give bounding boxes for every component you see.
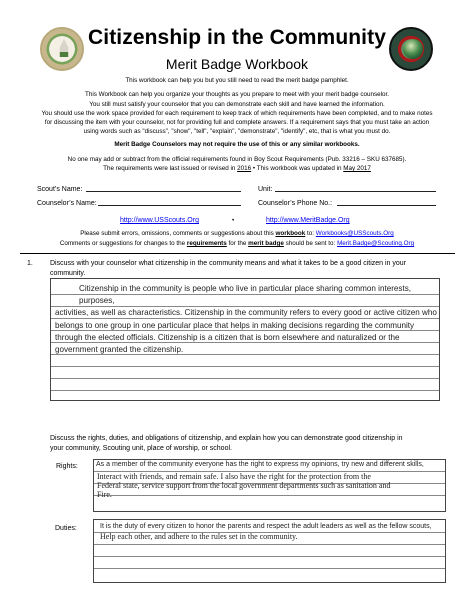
intro-line-3: You still must satisfy your counselor that you can demonstrate each skill and have learned the information. (89, 101, 385, 108)
bullet: • (252, 165, 256, 172)
usscouts-link[interactable]: http://www.USScouts.Org (120, 217, 199, 224)
answer-line-2: activities, as well as characteristics. Citizenship in the community refers to every good or active citizen who (55, 308, 437, 318)
counselor-phone-label: Counselor’s Phone No.: (258, 200, 333, 207)
intro-line-2: This Workbook can help you organize your thoughts as you prepare to meet with your merit badge counselor. (84, 91, 390, 98)
intro-line-1: This workbook can help you but you still need to read the merit badge pamphlet. (125, 77, 349, 84)
revised-prefix: The requirements were last issued or revised in (103, 165, 236, 172)
comments-mid: for the (228, 240, 247, 247)
errors-line (0, 230, 474, 238)
header-divider (20, 253, 455, 254)
question-1-prompt-line-2: community. (50, 270, 86, 277)
counselor-phone-field[interactable] (337, 199, 436, 206)
question-2-prompt-line-2: your community, Scouting unit, place of worship, or school. (50, 445, 232, 452)
scout-name-label: Scout’s Name: (37, 186, 83, 193)
answer-line (94, 568, 445, 569)
page-subtitle: Merit Badge Workbook (165, 56, 309, 72)
question-2-prompt-line-1: Discuss the rights, duties, and obligations of citizenship, and explain how you can demonstrate good citizenship in (50, 435, 403, 442)
rights-answer-line-1: As a member of the community everyone has the right to express my opinions, try new and different skills, (96, 461, 424, 468)
comments-merit-badge: merit badge (248, 240, 284, 247)
question-1-prompt-line-1: Discuss with your counselor what citizenship in the community means and what it takes to be a good citizen in your (50, 260, 407, 267)
duties-label: Duties: (55, 525, 77, 532)
errors-word: workbook (275, 230, 306, 237)
answer-line (51, 366, 439, 367)
answer-line-1: Citizenship in the community is people who live in particular place sharing common interests, purposes, (79, 284, 411, 306)
page-title: Citizenship in the Community (88, 26, 386, 49)
comments-prefix: Comments or suggestions for changes to the (59, 240, 186, 247)
duties-answer-box[interactable] (93, 519, 446, 583)
counselor-name-label: Counselor’s Name: (37, 200, 97, 207)
comments-suffix: should be sent to: (285, 240, 336, 247)
revision-line (0, 165, 474, 173)
rights-line-2: Interact with friends, and remain safe. I also have the right for the protection from the (97, 472, 371, 481)
answer-line (94, 544, 445, 545)
revised-year: 2016 (237, 165, 252, 172)
rights-label: Rights: (56, 463, 78, 470)
rights-answer-box[interactable] (93, 459, 446, 512)
meritbadge-link[interactable]: http://www.MeritBadge.Org (266, 217, 350, 224)
answer-line (51, 378, 439, 379)
comments-line (0, 240, 474, 248)
link-separator: • (232, 217, 235, 224)
errors-mid: to: (307, 230, 315, 237)
intro-line-4: You should use the work space provided for each requirement to keep track of which requirements have been completed, and to make notes (41, 110, 433, 117)
question-1-number: 1. (27, 260, 33, 267)
answer-line-3: belongs to one group in one particular place that helps in making decisions regarding the community (55, 320, 415, 330)
errors-prefix: Please submit errors, omissions, comments or suggestions about this (80, 230, 274, 237)
rights-answer-text (97, 472, 445, 499)
updated-value: May 2017 (343, 165, 371, 172)
updated-prefix: This workbook was updated in (256, 165, 342, 172)
rights-line-3: Federal state, service support from the local government departments such as sanitation and (97, 481, 391, 490)
comments-requirements: requirements (186, 240, 227, 247)
rights-line-4: Fire. (97, 490, 112, 499)
duties-answer-line-2: Help each other, and adhere to the rules set in the community. (100, 532, 298, 541)
question-1-answer-text (55, 283, 439, 356)
question-1-answer-box[interactable] (50, 278, 440, 401)
intro-line-6: using words such as "discuss", "show", "tell", "explain", "demonstrate", "identify", etc, that is what you must do. (83, 128, 391, 135)
unit-field[interactable] (275, 185, 436, 192)
comments-email-link[interactable]: Merit.Badge@Scouting.Org (337, 240, 415, 247)
unit-label: Unit: (258, 186, 273, 193)
answer-line-5: government granted the citizenship. (55, 345, 184, 355)
counselor-warning: Merit Badge Counselors may not require the use of this or any similar workbooks. (114, 141, 360, 148)
errors-email-link[interactable]: Workbooks@USScouts.Org (315, 230, 394, 237)
requirements-note: No one may add or subtract from the official requirements found in Boy Scout Requirements (Pub. 33216 – SKU 637685). (67, 156, 407, 163)
answer-line-4: through the elected officials. Citizenship is a citizen that is born elsewhere and naturalized or the (55, 332, 400, 342)
counselor-name-field[interactable] (98, 199, 241, 206)
intro-line-5: for discussing the item with your counselor, not for providing full and complete answers. If a requirement says that you must take an action (44, 119, 430, 126)
duties-answer-line-1: It is the duty of every citizen to honor the parents and respect the adult leaders as well as the fellow scouts, (100, 523, 432, 530)
answer-line (94, 556, 445, 557)
answer-line (51, 390, 439, 391)
scout-name-field[interactable] (86, 185, 241, 192)
